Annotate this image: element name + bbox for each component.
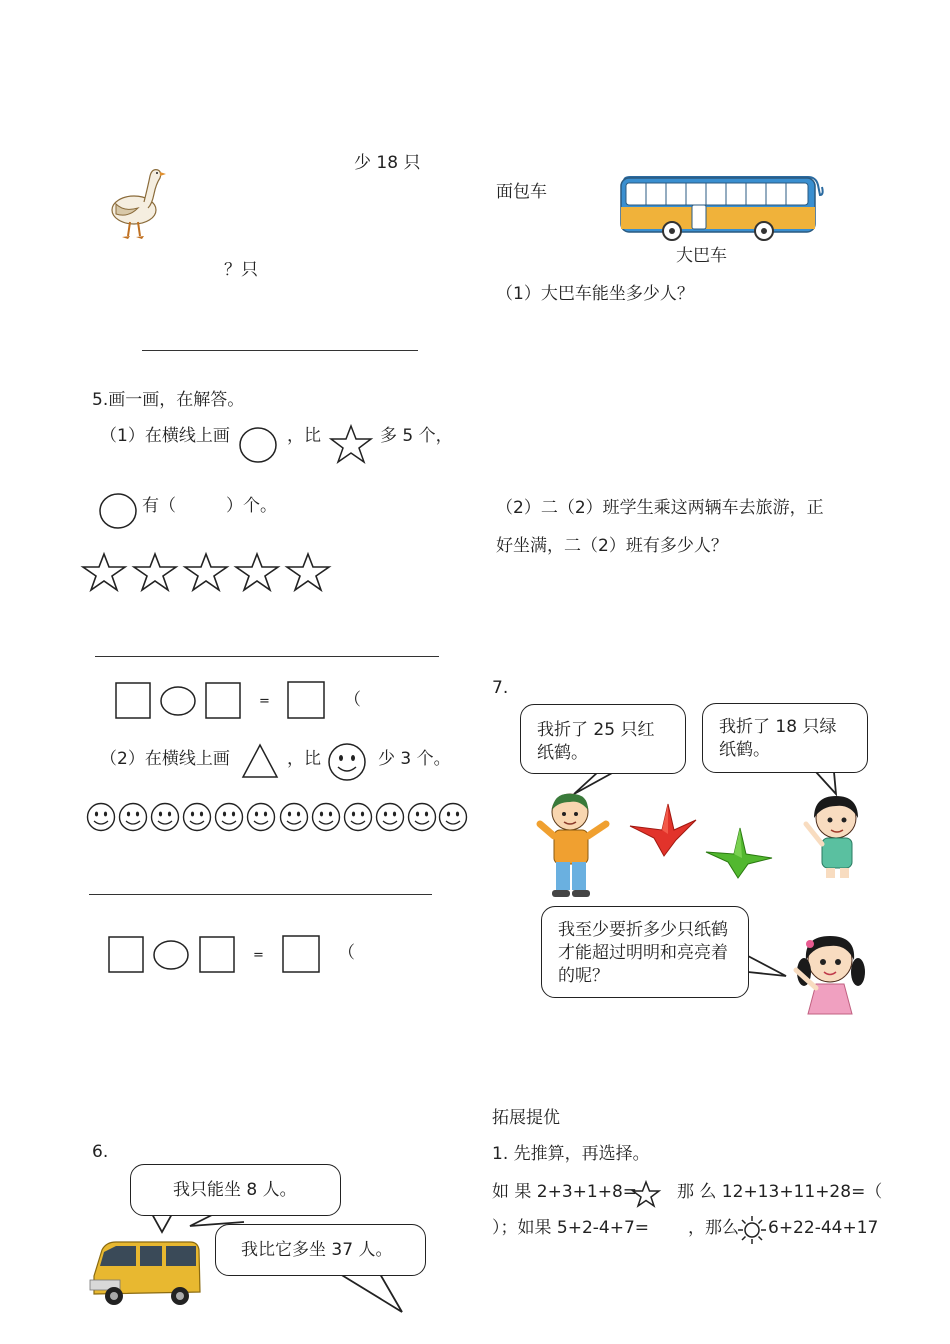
sun-icon [734, 1214, 770, 1246]
extension-line2-b: ，那么 [688, 1218, 739, 1238]
q5-part2-suffix: 少 3 个。 [378, 749, 451, 769]
bubble-text: 我至少要折多少只纸鹤才能超过明明和亮亮着的呢？ [558, 920, 728, 986]
q5-part1-prefix: （1）在横线上画 [100, 426, 230, 446]
extension-line2-c: 6+22-44+17 [768, 1218, 879, 1238]
bus-label: 大巴车 [676, 246, 727, 266]
paren-open: （ [344, 690, 361, 710]
van-label: 面包车 [496, 182, 547, 202]
speech-bubble-girl2 [541, 906, 749, 998]
red-crane-image [624, 800, 700, 858]
bus-question-2-line2: 好坐满，二（2）班有多少人？ [496, 536, 728, 556]
extension-q1: 1. 先推算，再选择。 [492, 1144, 650, 1164]
bus-question-1: （1）大巴车能坐多少人？ [496, 284, 694, 304]
bubble-text: 我折了 25 只红纸鹤。 [537, 720, 655, 763]
goose-less-label: 少 18 只 [354, 153, 421, 173]
q5-title: 5.画一画，在解答。 [92, 390, 245, 410]
extension-line2-a: ）；如果 5+2-4+7= [492, 1218, 650, 1238]
green-crane-image [702, 824, 776, 880]
q5-part1-mid: ，比 [287, 426, 321, 446]
extension-line1-b: 那 么 12+13+11+28=（ [677, 1182, 883, 1202]
q5-part2-prefix: （2）在横线上画 [100, 749, 230, 769]
girl-image [800, 792, 866, 880]
bus-question-2-line1: （2）二（2）班学生乘这两辆车去旅游，正 [496, 498, 824, 518]
boy-image [536, 790, 612, 900]
q7-label: 7. [492, 678, 509, 698]
extension-title: 拓展提优 [492, 1108, 560, 1128]
speech-bubble-girl [702, 703, 868, 773]
goose-question-label: ？只 [224, 260, 258, 280]
bubble-text: 我比它多坐 37 人。 [241, 1240, 393, 1260]
bubble-text: 我只能坐 8 人。 [173, 1180, 297, 1200]
speech-bubble-boy [520, 704, 686, 774]
q5-part1-suffix: 多 5 个， [380, 426, 453, 446]
star-icon [630, 1180, 662, 1208]
q6-label: 6. [92, 1142, 109, 1162]
girl-pink-image [786, 930, 872, 1024]
have-prefix: 有（ [142, 496, 176, 516]
equals-sign: = [253, 948, 264, 963]
equals-sign: = [259, 694, 270, 709]
bubble-text: 我折了 18 只绿纸鹤。 [719, 717, 837, 760]
extension-line1-a: 如 果 2+3+1+8= [492, 1182, 638, 1202]
q5-part2-mid: ，比 [287, 749, 321, 769]
paren-open: （ [338, 943, 355, 963]
have-suffix: ）个。 [226, 496, 277, 516]
